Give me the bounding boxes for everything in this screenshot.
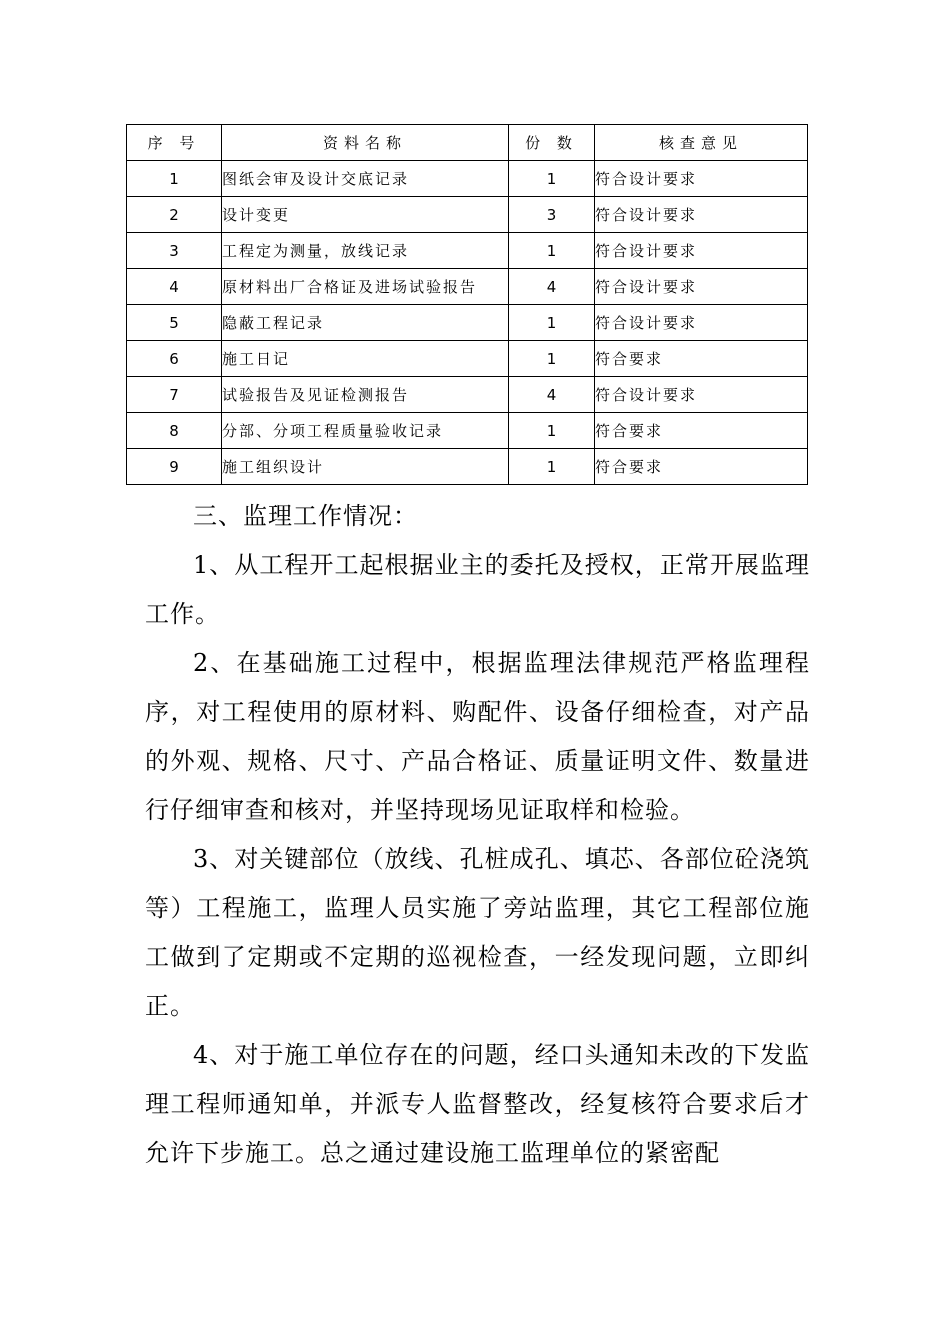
cell-no: 3 (127, 233, 222, 269)
cell-name: 分部、分项工程质量验收记录 (222, 413, 509, 449)
table-header-row (127, 125, 808, 161)
table-row (127, 269, 808, 305)
cell-name: 设计变更 (222, 197, 509, 233)
paragraph: 3、对关键部位（放线、孔桩成孔、填芯、各部位砼浇筑等）工程施工，监理人员实施了旁站监理，其它工程部位施工做到了定期或不定期的巡视检查，一经发现问题，立即纠正。 (145, 845, 810, 1020)
cell-count: 3 (509, 197, 595, 233)
cell-opinion: 符合要求 (595, 449, 808, 485)
cell-no: 5 (127, 305, 222, 341)
cell-name: 图纸会审及设计交底记录 (222, 161, 509, 197)
cell-count: 1 (509, 413, 595, 449)
paragraph: 1、从工程开工起根据业主的委托及授权，正常开展监理工作。 (145, 551, 810, 628)
cell-name: 工程定为测量，放线记录 (222, 233, 509, 269)
table-row (127, 341, 808, 377)
cell-count: 1 (509, 305, 595, 341)
table-row (127, 413, 808, 449)
paragraph: 2、在基础施工过程中，根据监理法律规范严格监理程序，对工程使用的原材料、购配件、设备仔细检查，对产品的外观、规格、尺寸、产品合格证、质量证明文件、数量进行仔细审查和核对，并坚持现场见证取样和检验。 (145, 649, 810, 824)
paragraph: 4、对于施工单位存在的问题，经口头通知未改的下发监理工程师通知单，并派专人监督整改，经复核符合要求后才允许下步施工。总之通过建设施工监理单位的紧密配 (145, 1041, 810, 1167)
table-row (127, 233, 808, 269)
cell-count: 4 (509, 377, 595, 413)
cell-no: 9 (127, 449, 222, 485)
body-text (145, 492, 810, 1178)
cell-name: 施工组织设计 (222, 449, 509, 485)
cell-opinion: 符合设计要求 (595, 377, 808, 413)
table-row (127, 197, 808, 233)
cell-no: 8 (127, 413, 222, 449)
table-row (127, 449, 808, 485)
cell-no: 2 (127, 197, 222, 233)
cell-opinion: 符合设计要求 (595, 305, 808, 341)
table-row (127, 377, 808, 413)
cell-count: 4 (509, 269, 595, 305)
cell-name: 原材料出厂合格证及进场试验报告 (222, 269, 509, 305)
cell-opinion: 符合设计要求 (595, 269, 808, 305)
table-row (127, 161, 808, 197)
header-opinion: 核查意见 (595, 125, 808, 161)
cell-opinion: 符合设计要求 (595, 197, 808, 233)
cell-count: 1 (509, 161, 595, 197)
cell-opinion: 符合设计要求 (595, 161, 808, 197)
table-row (127, 305, 808, 341)
cell-no: 1 (127, 161, 222, 197)
header-count: 份 数 (509, 125, 595, 161)
cell-name: 隐蔽工程记录 (222, 305, 509, 341)
cell-opinion: 符合要求 (595, 413, 808, 449)
records-table (126, 124, 808, 485)
cell-no: 7 (127, 377, 222, 413)
cell-count: 1 (509, 233, 595, 269)
header-name: 资料名称 (222, 125, 509, 161)
header-no: 序 号 (127, 125, 222, 161)
cell-count: 1 (509, 449, 595, 485)
cell-opinion: 符合要求 (595, 341, 808, 377)
cell-count: 1 (509, 341, 595, 377)
section-heading: 三、监理工作情况： (193, 502, 418, 530)
cell-opinion: 符合设计要求 (595, 233, 808, 269)
cell-name: 试验报告及见证检测报告 (222, 377, 509, 413)
cell-name: 施工日记 (222, 341, 509, 377)
cell-no: 4 (127, 269, 222, 305)
cell-no: 6 (127, 341, 222, 377)
